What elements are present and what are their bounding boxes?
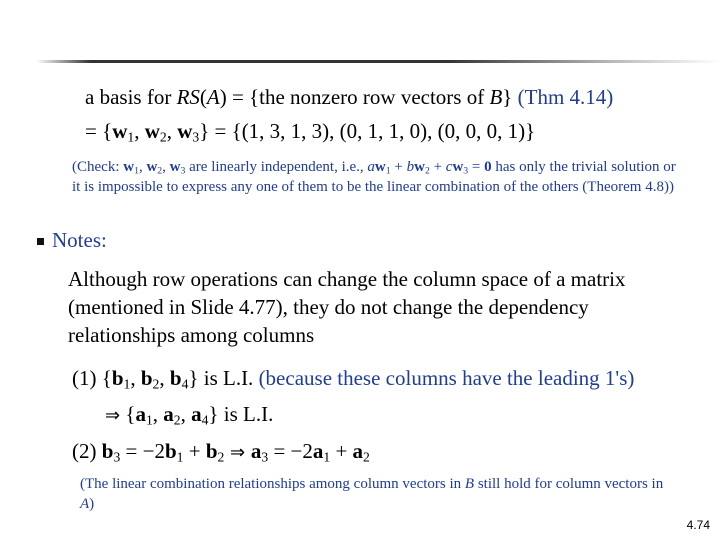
basis-statement: a basis for RS(A) = {the nonzero row vectors of B} (Thm 4.14) [85, 85, 614, 109]
page-number: 4.74 [686, 518, 710, 532]
relationship-note: (The linear combination relationships among column vectors in B still hold for column vectors in A) [80, 476, 664, 512]
leading-ones-note: (because these columns have the leading 1's) [258, 366, 635, 390]
bullet-square-icon [37, 238, 44, 245]
basis-vectors: = {$w_1$, $w_2$, $w_3\} = \{(1$, 3, 1, 3), (0, 1, 1, 0), (0, 0, 0, 1)} [85, 119, 536, 145]
implies-icon: ⇒ [224, 442, 251, 463]
title-rule [36, 60, 720, 63]
independence-check: (Check: $w_1$, $w_2$, $w_3$ are linearly independent, i.e., $aw_1 + bw_2 + cw_3 = 0$ has only the trivial solution or it is impossible to express any one of them to be the linear combination of the others (Theorem 4.8)) [72, 159, 676, 195]
math-line-2: ⇒ {$a_1$, $a_2$, $a_4$} is L.I. [105, 402, 274, 428]
implies-icon: ⇒ [105, 405, 121, 426]
notes-heading: Notes: [52, 228, 107, 252]
math-line-1: (1) {$b_1$, $b_2$, $b_4$} is L.I. (because these columns have the leading 1's) [72, 366, 635, 392]
theorem-ref: (Thm 4.14) [517, 85, 614, 109]
notes-paragraph: Although row operations can change the column space of a matrix (mentioned in Slide 4.77), they do not change the dependency relationships among columns [68, 267, 626, 347]
math-line-3: (2) $b_3 = -2b_1 + b_2$ ⇒ $a_3 = -2a_1 + a_2$ [72, 439, 370, 465]
